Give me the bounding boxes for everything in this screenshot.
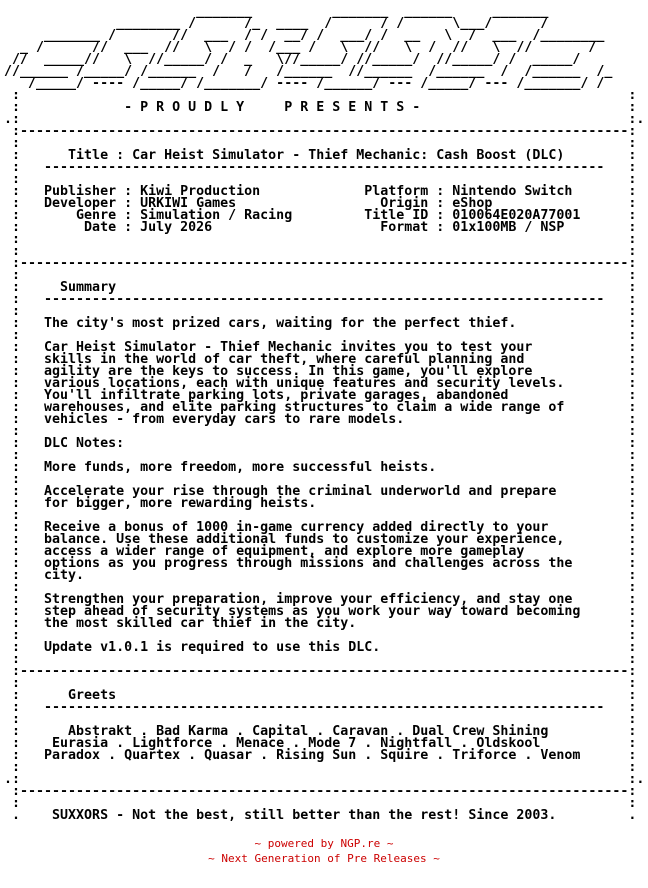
info-line: : Genre : Simulation / Racing Title ID : 010064E020A77001 : [4, 208, 637, 223]
summary-text: : Car Heist Simulator - Thief Mechanic invites you to test your : [4, 340, 637, 355]
frame-line: .: :. [4, 772, 645, 787]
frame-line: : : [4, 448, 637, 463]
frame-line: : : [4, 676, 637, 691]
rule: : ---------------------------------------------------------------------- : [4, 160, 637, 175]
frame-line: : : [4, 88, 637, 103]
summary-tagline: : The city's most prized cars, waiting for the perfect thief. : [4, 316, 637, 331]
summary-text: : the most skilled car thief in the city. : [4, 616, 637, 631]
summary-text: : vehicles - from everyday cars to rare models. : [4, 412, 637, 427]
frame-line: : : [4, 652, 637, 667]
frame-line: : : [4, 136, 637, 151]
dlc-notes-heading: : DLC Notes: : [4, 436, 637, 451]
frame-line: : : [4, 796, 637, 811]
frame-line: .: :. [4, 112, 645, 127]
rule: : ---------------------------------------------------------------------- : [4, 700, 637, 715]
summary-text: : warehouses, and elite parking structures to claim a wide range of : [4, 400, 637, 415]
greets-line: : Eurasia . Lightforce . Menace . Mode 7 . Nightfall . Oldskool : [4, 736, 637, 751]
frame-line: : : [4, 580, 637, 595]
summary-text: : various locations, each with unique features and security levels. : [4, 376, 637, 391]
logo-line: ________ / /_ ____ / / / \___/ / [4, 16, 549, 31]
nfo-body [4, 90, 644, 822]
greets-heading: : Greets : [4, 688, 637, 703]
greets-line: : Abstrakt . Bad Karma . Capital . Caravan . Dual Crew Shining : [4, 724, 637, 739]
frame-line: : : [4, 328, 637, 343]
frame-line: : : [4, 172, 637, 187]
summary-text: : Accelerate your rise through the criminal underworld and prepare : [4, 484, 637, 499]
powered-by-link[interactable]: ~ powered by NGP.re ~ [254, 837, 394, 850]
logo-line: _______ _______ ______ _______ [4, 4, 549, 19]
summary-text: : skills in the world of car theft, where careful planning and : [4, 352, 637, 367]
frame-line: : : [4, 628, 637, 643]
info-line: : Publisher : Kiwi Production Platform : Nintendo Switch : [4, 184, 637, 199]
summary-text: : balance. Use these additional funds to customize your experience, : [4, 532, 637, 547]
group-logo [4, 6, 644, 90]
rule: : ---------------------------------------------------------------------- : [4, 292, 637, 307]
summary-text: : access a wider range of equipment, and explore more gameplay : [4, 544, 637, 559]
summary-text: : agility are the keys to success. In this game, you'll explore : [4, 364, 637, 379]
rule: :----------------------------------------------------------------------------: [4, 784, 637, 799]
summary-text: : Strengthen your preparation, improve your efficiency, and stay one : [4, 592, 637, 607]
frame-line: : : [4, 472, 637, 487]
rule: :----------------------------------------------------------------------------: [4, 256, 637, 271]
summary-text: : You'll infiltrate parking lots, private garages, abandoned : [4, 388, 637, 403]
frame-line: : : [4, 424, 637, 439]
info-line: : Date : July 2026 Format : 01x100MB / NSP : [4, 220, 637, 235]
signoff-line: . SUXXORS - Not the best, still better than the rest! Since 2003. . [4, 808, 637, 823]
summary-text: : More funds, more freedom, more successful heists. : [4, 460, 637, 475]
footer-tagline: ~ Next Generation of Pre Releases ~ [208, 852, 440, 865]
frame-line: : : [4, 760, 637, 775]
update-note: : Update v1.0.1 is required to use this DLC. : [4, 640, 637, 655]
info-line: : Developer : URKIWI Games Origin : eShop : [4, 196, 637, 211]
summary-text: : Receive a bonus of 1000 in-game currency added directly to your : [4, 520, 637, 535]
logo-line: //______ /_____/ /______ / / /______ //______ /______ / /______ /_ [4, 64, 613, 79]
frame-line: : : [4, 712, 637, 727]
nfo-document [4, 6, 644, 822]
rule: :----------------------------------------------------------------------------: [4, 664, 637, 679]
presents-line: : - P R O U D L Y P R E S E N T S - : [4, 100, 637, 115]
title-line: : Title : Car Heist Simulator - Thief Mechanic: Cash Boost (DLC) : [4, 148, 637, 163]
logo-line: _______ / // ___ / / __/ / ___/ / __ \ / ___ /________ [4, 28, 605, 43]
summary-heading: : Summary : [4, 280, 637, 295]
greets-line: : Paradox . Quartex . Quasar . Rising Sun . Squire . Triforce . Venom : [4, 748, 637, 763]
summary-text: : for bigger, more rewarding heists. : [4, 496, 637, 511]
logo-line: /_____/ ---- /_____/ /_______/ ---- /______/ --- /_____/ --- /_______/ / [4, 76, 605, 91]
frame-line: : : [4, 268, 637, 283]
summary-text: : step ahead of security systems as you work your way toward becoming : [4, 604, 637, 619]
frame-line: : : [4, 508, 637, 523]
summary-text: : city. : [4, 568, 637, 583]
frame-line: : : [4, 244, 637, 259]
summary-text: : options as you progress through missions and challenges across the : [4, 556, 637, 571]
rule: :----------------------------------------------------------------------------: [4, 124, 637, 139]
logo-line: // _____// \ //_____/ / _ \//_____/ //_____/ //_____/ / _____/ [4, 52, 581, 67]
logo-line: _ / // ___ // \ / / /___ / \ // \ / // \ // / [4, 40, 597, 55]
frame-line: : : [4, 232, 637, 247]
frame-line: : : [4, 304, 637, 319]
